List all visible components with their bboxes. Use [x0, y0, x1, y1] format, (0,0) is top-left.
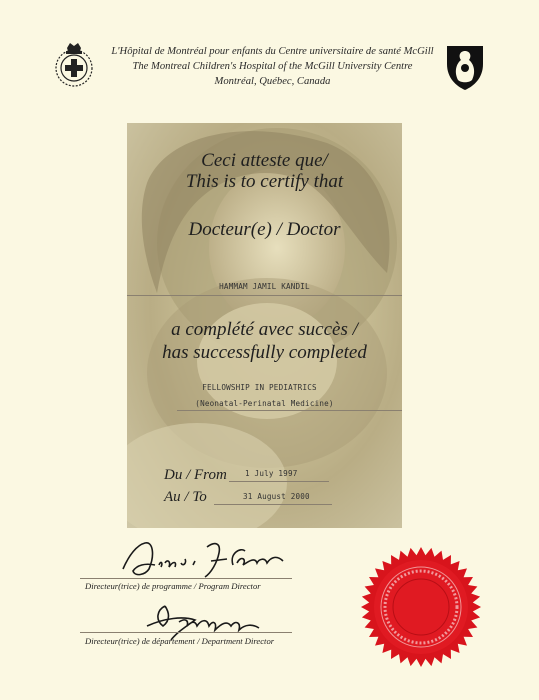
completed-en: has successfully completed — [162, 342, 367, 363]
department-director-caption: Directeur(trice) de département / Department Director — [85, 636, 275, 646]
to-label: Au / To — [164, 489, 207, 505]
program-line-1: FELLOWSHIP IN PEDIATRICS — [202, 383, 317, 392]
program-rule — [177, 410, 402, 411]
from-label: Du / From — [164, 467, 227, 483]
from-date: 1 July 1997 — [245, 469, 298, 478]
to-date: 31 August 2000 — [243, 492, 310, 501]
red-wax-seal-icon — [360, 545, 482, 669]
doctor-label: Docteur(e) / Doctor — [188, 219, 341, 240]
program-line-2: (Neonatal-Perinatal Medicine) — [195, 399, 334, 408]
certify-en: This is to certify that — [185, 171, 344, 192]
header-line-english: The Montreal Children's Hospital of the McGill University Centre — [132, 61, 413, 72]
completed-fr: a complété avec succès / — [171, 319, 358, 340]
hospital-cross-crest-icon — [49, 40, 99, 92]
recipient-name: HAMMAM JAMIL KANDIL — [219, 282, 310, 291]
program-director-caption: Directeur(trice) de programme / Program Director — [85, 581, 261, 591]
mother-child-shield-icon — [444, 42, 486, 92]
program-director-rule — [80, 578, 292, 579]
hospital-header — [100, 44, 445, 89]
from-rule — [229, 481, 329, 482]
name-rule — [127, 295, 402, 296]
department-director-rule — [80, 632, 292, 633]
header-location: Montréal, Québec, Canada — [214, 76, 331, 87]
to-rule — [214, 504, 332, 505]
certify-fr: Ceci atteste que/ — [201, 150, 328, 171]
certificate-photo-panel — [127, 123, 402, 528]
header-line-french: L'Hôpital de Montréal pour enfants du Centre universitaire de santé McGill — [111, 46, 434, 57]
